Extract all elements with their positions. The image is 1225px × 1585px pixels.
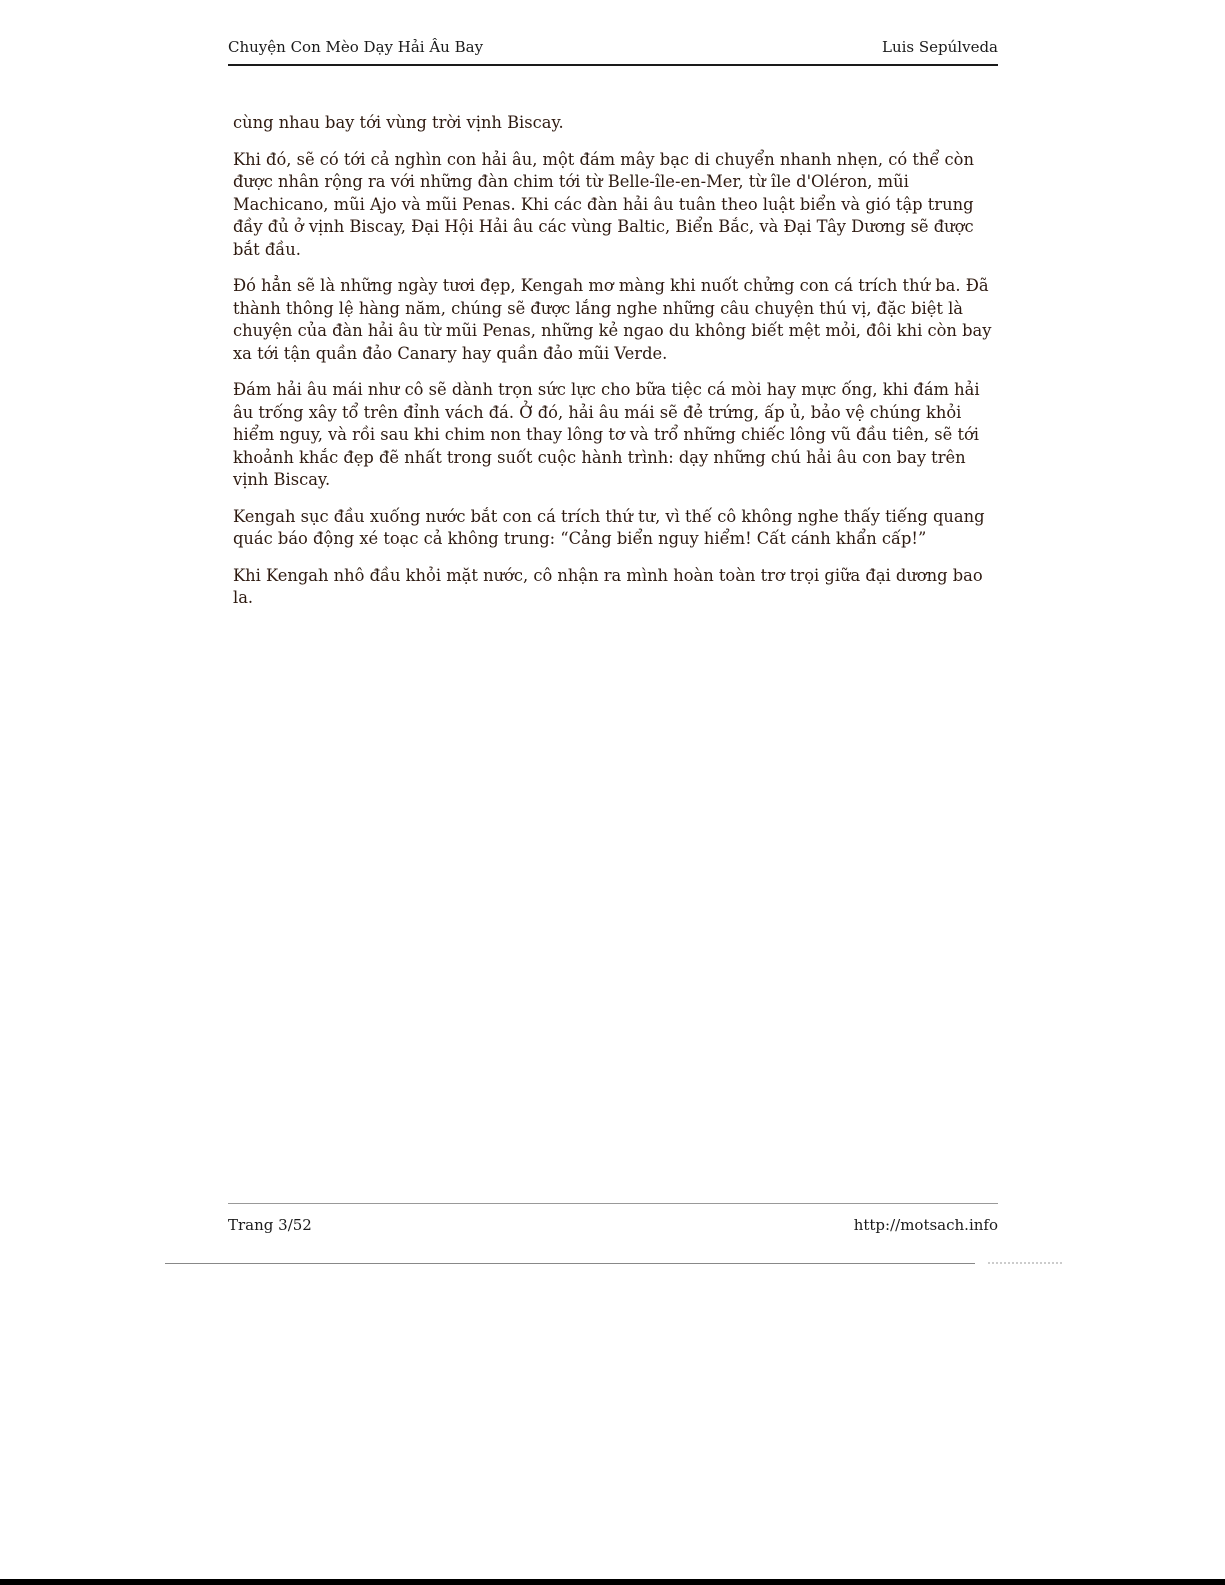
paragraph: Đám hải âu mái như cô sẽ dành trọn sức lực cho bữa tiệc cá mòi hay mực ống, khi đám hải âu trống xây tổ trên đỉnh vách đá. Ở đó, hải âu mái sẽ đẻ trứng, ấp ủ, bảo vệ chúng khỏi hiểm nguy, và rồi sau khi chim non thay lông tơ và trổ những chiếc lông vũ đầu tiên, sẽ tới khoảnh khắc đẹp đẽ nhất trong suốt cuộc hành trình: dạy những chú hải âu con bay trên vịnh Biscay. [233, 380, 980, 489]
paragraph: cùng nhau bay tới vùng trời vịnh Biscay. [233, 113, 564, 132]
paragraph: Khi Kengah nhô đầu khỏi mặt nước, cô nhận ra mình hoàn toàn trơ trọi giữa đại dương bao la. [233, 565, 983, 607]
site-link[interactable]: http://motsach.info [853, 1216, 998, 1234]
paragraph: Kengah sục đầu xuống nước bắt con cá trích thứ tư, vì thế cô không nghe thấy tiếng quang quác báo động xé toạc cả không trung: “Cảng biển nguy hiểm! Cất cánh khẩn cấp!” [233, 506, 985, 548]
author-name: Luis Sepúlveda [882, 38, 998, 56]
body-text [233, 112, 998, 624]
paragraph: Khi đó, sẽ có tới cả nghìn con hải âu, một đám mây bạc di chuyển nhanh nhẹn, có thể còn được nhân rộng ra với những đàn chim tới từ Belle-île-en-Mer, từ île d'Oléron, mũi Machicano, mũi Ajo và mũi Penas. Khi các đàn hải âu tuân theo luật biển và gió tập trung đầy đủ ở vịnh Biscay, Đại Hội Hải âu các vùng Baltic, Biển Bắc, và Đại Tây Dương sẽ được bắt đầu. [233, 149, 974, 259]
page-divider [165, 1263, 975, 1264]
page-header [228, 38, 998, 66]
book-title: Chuyện Con Mèo Dạy Hải Âu Bay [228, 38, 484, 56]
page-number: Trang 3/52 [228, 1216, 312, 1234]
page-footer [228, 1203, 998, 1234]
screen-bottom-edge [0, 1579, 1225, 1585]
paragraph: Đó hẳn sẽ là những ngày tươi đẹp, Kengah mơ màng khi nuốt chửng con cá trích thứ ba. Đã thành thông lệ hàng năm, chúng sẽ được lắng nghe những câu chuyện thú vị, đặc biệt là chuyện của đàn hải âu từ mũi Penas, những kẻ ngao du không biết mệt mỏi, đôi khi còn bay xa tới tận quần đảo Canary hay quần đảo mũi Verde. [233, 276, 992, 363]
page-divider-tail [988, 1262, 1062, 1264]
